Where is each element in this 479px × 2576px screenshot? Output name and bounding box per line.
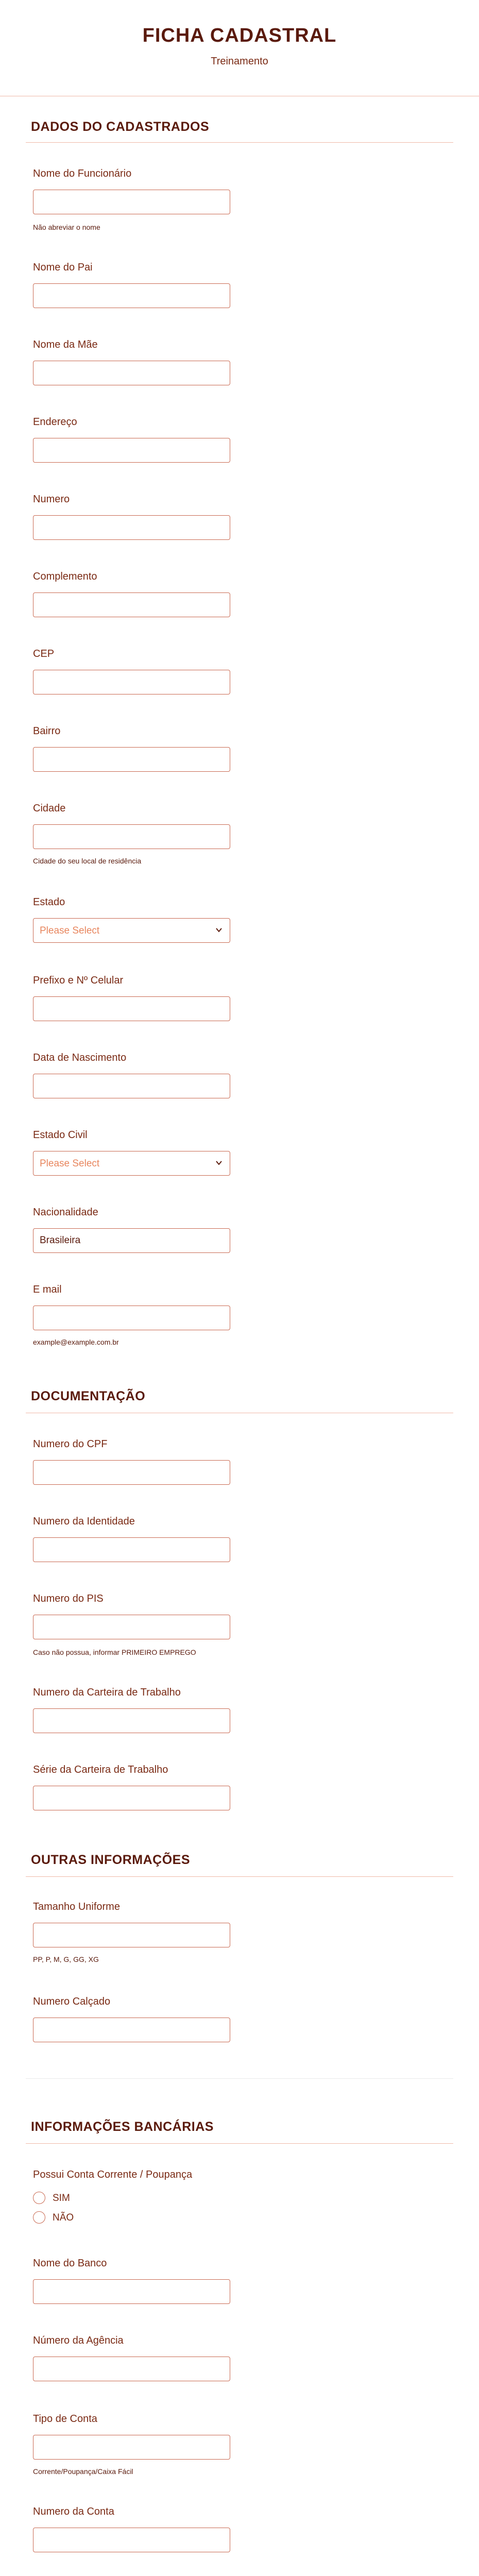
carteira-numero-input[interactable] [33, 1708, 230, 1733]
chevron-down-icon [215, 925, 223, 935]
label-banco: Nome do Banco [33, 2258, 107, 2269]
label-identidade: Numero da Identidade [33, 1516, 135, 1527]
section-title-outras: OUTRAS INFORMAÇÕES [31, 1853, 190, 1867]
radio-circle[interactable] [33, 2211, 45, 2224]
cidade-input[interactable] [33, 824, 230, 849]
section-title-dados: DADOS DO CADASTRADOS [31, 120, 210, 134]
bairro-input[interactable] [33, 747, 230, 772]
endereco-input[interactable] [33, 438, 230, 463]
label-calcado: Numero Calçado [33, 1996, 111, 2007]
label-estado-civil: Estado Civil [33, 1129, 88, 1141]
cpf-input[interactable] [33, 1460, 230, 1485]
label-uniforme: Tamanho Uniforme [33, 1901, 120, 1912]
label-bairro: Bairro [33, 725, 61, 737]
estado-select[interactable] [33, 918, 230, 943]
pis-input[interactable] [33, 1615, 230, 1639]
hint-cidade: Cidade do seu local de residência [33, 857, 142, 865]
label-carteira-serie: Série da Carteira de Trabalho [33, 1764, 168, 1775]
section-divider [26, 142, 453, 143]
radio-label: NÃO [53, 2212, 74, 2223]
label-agencia: Número da Agência [33, 2335, 124, 2346]
section-title-bancarias: INFORMAÇÕES BANCÁRIAS [31, 2120, 214, 2134]
label-numero-conta: Numero da Conta [33, 2506, 114, 2517]
label-nascimento: Data de Nascimento [33, 1052, 127, 1063]
numero-conta-input[interactable] [33, 2528, 230, 2552]
estado-select-placeholder: Please Select [40, 925, 100, 936]
hint-funcionario: Não abreviar o nome [33, 223, 100, 231]
form-subtitle: Treinamento [211, 56, 268, 67]
agencia-input[interactable] [33, 2357, 230, 2381]
label-pai: Nome do Pai [33, 262, 93, 273]
form-header [0, 0, 479, 96]
hint-uniforme: PP, P, M, G, GG, XG [33, 1955, 99, 1963]
label-numero: Numero [33, 494, 70, 505]
label-email: E mail [33, 1284, 62, 1295]
email-input[interactable] [33, 1306, 230, 1330]
chevron-down-icon [215, 1158, 223, 1168]
radio-label: SIM [53, 2193, 70, 2204]
label-funcionario: Nome do Funcionário [33, 168, 132, 179]
label-conta-corrente: Possui Conta Corrente / Poupança [33, 2169, 193, 2180]
section-divider [26, 1876, 453, 1877]
banco-input[interactable] [33, 2279, 230, 2304]
mae-input[interactable] [33, 361, 230, 385]
celular-input[interactable] [33, 996, 230, 1021]
estado-civil-select-placeholder: Please Select [40, 1158, 100, 1169]
section-title-documentacao: DOCUMENTAÇÃO [31, 1389, 146, 1403]
complemento-input[interactable] [33, 592, 230, 617]
label-nacionalidade: Nacionalidade [33, 1207, 98, 1218]
label-cidade: Cidade [33, 803, 66, 814]
identidade-input[interactable] [33, 1537, 230, 1562]
label-mae: Nome da Mãe [33, 339, 98, 350]
label-cep: CEP [33, 648, 55, 659]
nacionalidade-input[interactable] [33, 1228, 230, 1253]
label-tipo-conta: Tipo de Conta [33, 2413, 97, 2425]
numero-input[interactable] [33, 515, 230, 540]
label-cpf: Numero do CPF [33, 1438, 108, 1450]
label-celular: Prefixo e Nº Celular [33, 975, 124, 986]
calcado-input[interactable] [33, 2018, 230, 2042]
uniforme-input[interactable] [33, 1923, 230, 1947]
hint-tipo-conta: Corrente/Poupança/Caixa Fácil [33, 2467, 133, 2476]
radio-circle[interactable] [33, 2192, 45, 2204]
page-break-divider [26, 2078, 453, 2079]
label-carteira-numero: Numero da Carteira de Trabalho [33, 1687, 181, 1698]
label-pis: Numero do PIS [33, 1593, 104, 1604]
form-title: FICHA CADASTRAL [142, 25, 337, 46]
pai-input[interactable] [33, 283, 230, 308]
label-estado: Estado [33, 896, 65, 908]
cep-input[interactable] [33, 670, 230, 694]
funcionario-input[interactable] [33, 190, 230, 214]
estado-civil-select[interactable] [33, 1151, 230, 1176]
section-divider [26, 2143, 453, 2144]
nascimento-input[interactable] [33, 1074, 230, 1098]
tipo-conta-input[interactable] [33, 2435, 230, 2460]
carteira-serie-input[interactable] [33, 1786, 230, 1810]
hint-pis: Caso não possua, informar PRIMEIRO EMPREGO [33, 1648, 196, 1656]
label-complemento: Complemento [33, 571, 97, 582]
hint-email: example@example.com.br [33, 1338, 119, 1346]
label-endereco: Endereço [33, 416, 77, 428]
